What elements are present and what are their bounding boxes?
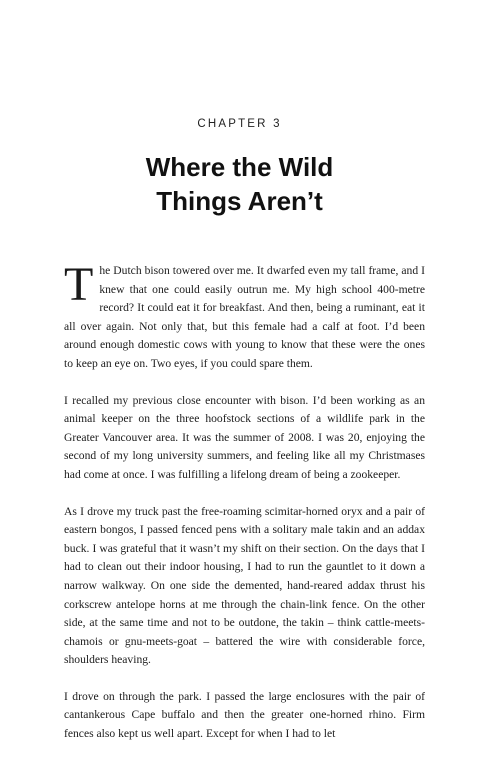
paragraph-1-text: he Dutch bison towered over me. It dwarfed even my tall frame, and I knew that one could easily outrun me. My high school 400-metre record? It could eat it for breakfast. And then, being a ruminant, eat it all over again. Not only that, but this female had a calf at foot. I’d been around enough domestic cows with young to know that these were the ones to keep an eye on. Two eyes, if you could spare them.: [64, 264, 425, 370]
paragraph-2: I recalled my previous close encounter with bison. I’d been working as an animal keeper on the three hoofstock sections of a wildlife park in the Greater Vancouver area. It was the summer of 2008. I was 20, enjoying the second of my long university summers, and feeling like all my Christmases had come at once. I was fulfilling a lifelong dream of being a zookeeper.: [64, 393, 425, 481]
paragraph-3: As I drove my truck past the free-roaming scimitar-horned oryx and a pair of eastern bongos, I passed fenced pens with a solitary male takin and an addax buck. I was grateful that it wasn’t my shift on their section. On the days that I had to clean out their indoor housing, I had to run the gauntlet to it down a narrow walkway. On one side the demented, hand-reared addax thrust his corkscrew antelope horns at me through the chain-link fence. On the other side, at the same time and not to be outdone, the takin – think cattle-meets-chamois or gnu-meets-goat – battered the wire with considerable force, shoulders heaving.: [64, 504, 425, 667]
chapter-title-line-2: Things Aren’t: [156, 186, 323, 216]
chapter-title-line-1: Where the Wild: [145, 152, 334, 182]
paragraph-4: I drove on through the park. I passed the large enclosures with the pair of cantankerous Cape buffalo and then the greater one-horned rhino. Firm fences also kept us well apart. Except for when I had to let: [64, 689, 425, 741]
paragraph-1: [64, 258, 425, 374]
chapter-title: [0, 150, 479, 218]
chapter-body: [64, 258, 425, 762]
chapter-label: CHAPTER 3: [197, 118, 282, 130]
drop-cap: T: [64, 258, 94, 311]
